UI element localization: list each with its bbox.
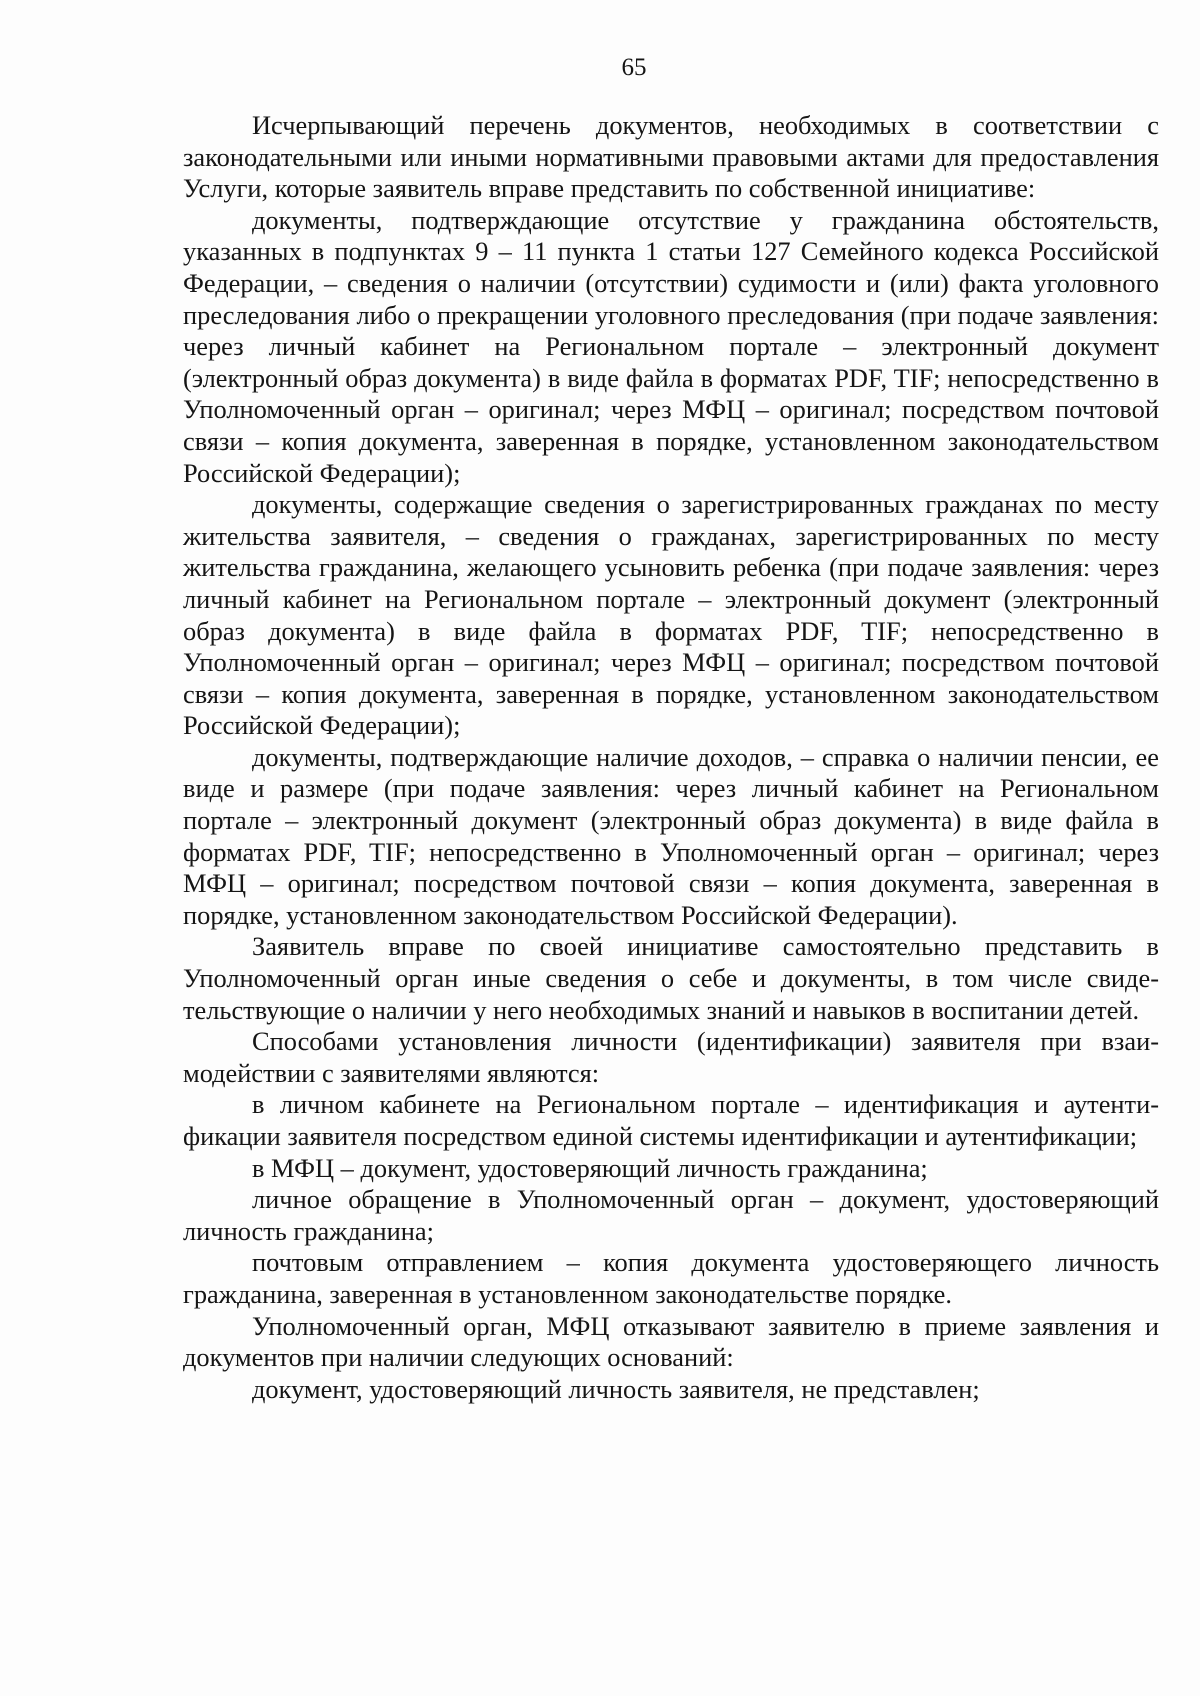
paragraph: Уполномоченный орган, МФЦ отказывают заявителю в приеме заявления и документов при наличии следующих оснований:	[183, 1310, 1159, 1373]
paragraph: документ, удостоверяющий личность заявителя, не представлен;	[252, 1373, 980, 1404]
paragraph: Способами установления личности (идентификации) заявителя при взаимодействии с заявителями являются:	[183, 1026, 1159, 1088]
paragraph: документы, подтверждающие наличие доходов, – справка о наличии пенсии, ее виде и размере (при подаче заявления: через личный кабинет на Региональном портале – электронный документ (электронный образ документа) в виде файла в форматах PDF, TIF; непосредственно в Уполномоченный орган – оригинал; через МФЦ – оригинал; посредством почтовой связи – копия документа, заверенная в порядке, установленном законодательством Российской Федерации).	[183, 741, 1159, 930]
paragraph: Исчерпывающий перечень документов, необходимых в соответствии с законодательными или иными нормативными правовыми актами для предоставления Услуги, которые заявитель вправе представить по собственной инициативе:	[183, 110, 1159, 204]
document-body	[183, 110, 1159, 1405]
paragraph: личное обращение в Уполномоченный орган – документ, удостоверяющий личность гражданина;	[183, 1184, 1159, 1246]
paragraph: Заявитель вправе по своей инициативе самостоятельно представить в Уполномоченный орган иные сведения о себе и документы, в том числе свидетельствующие о наличии у него необходимых знаний и навыков в воспитании детей.	[183, 931, 1159, 1025]
paragraph: в личном кабинете на Региональном портале – идентификация и аутентификации заявителя посредством единой системы идентификации и аутентификации;	[183, 1089, 1159, 1151]
paragraph: документы, содержащие сведения о зарегистрированных гражданах по месту жительства заявителя, – сведения о гражданах, зарегистрированных по месту жительства гражданина, желающего усыновить ребенка (при подаче заявления: через личный кабинет на Региональном портале – электронный документ (электронный образ документа) в виде файла в форматах PDF, TIF; непосредственно в Уполномоченный орган – оригинал; через МФЦ – оригинал; посредством почтовой связи – копия документа, заверенная в порядке, установленном законодательством Российской Федерации);	[183, 489, 1159, 741]
page-number: 65	[621, 54, 647, 81]
paragraph: в МФЦ – документ, удостоверяющий личность гражданина;	[252, 1152, 928, 1183]
paragraph: документы, подтверждающие отсутствие у гражданина обстоятельств, указанных в подпунктах 9 – 11 пункта 1 статьи 127 Семейного кодекса Российской Федерации, – сведения о наличии (отсутствии) судимости и (или) факта уголовного преследования либо о прекращении уголовного преследования (при подаче заявления: через личный кабинет на Региональном портале – электронный документ (электронный образ документа) в виде файла в форматах PDF, TIF; непосредственно в Уполномоченный орган – оригинал; через МФЦ – оригинал; посредством почтовой связи – копия документа, заверенная в порядке, установленном законодательством Российской Федерации);	[183, 204, 1159, 488]
paragraph: почтовым отправлением – копия документа удостоверяющего личность гражданина, заверенная в установленном законодательстве порядке.	[183, 1247, 1159, 1309]
